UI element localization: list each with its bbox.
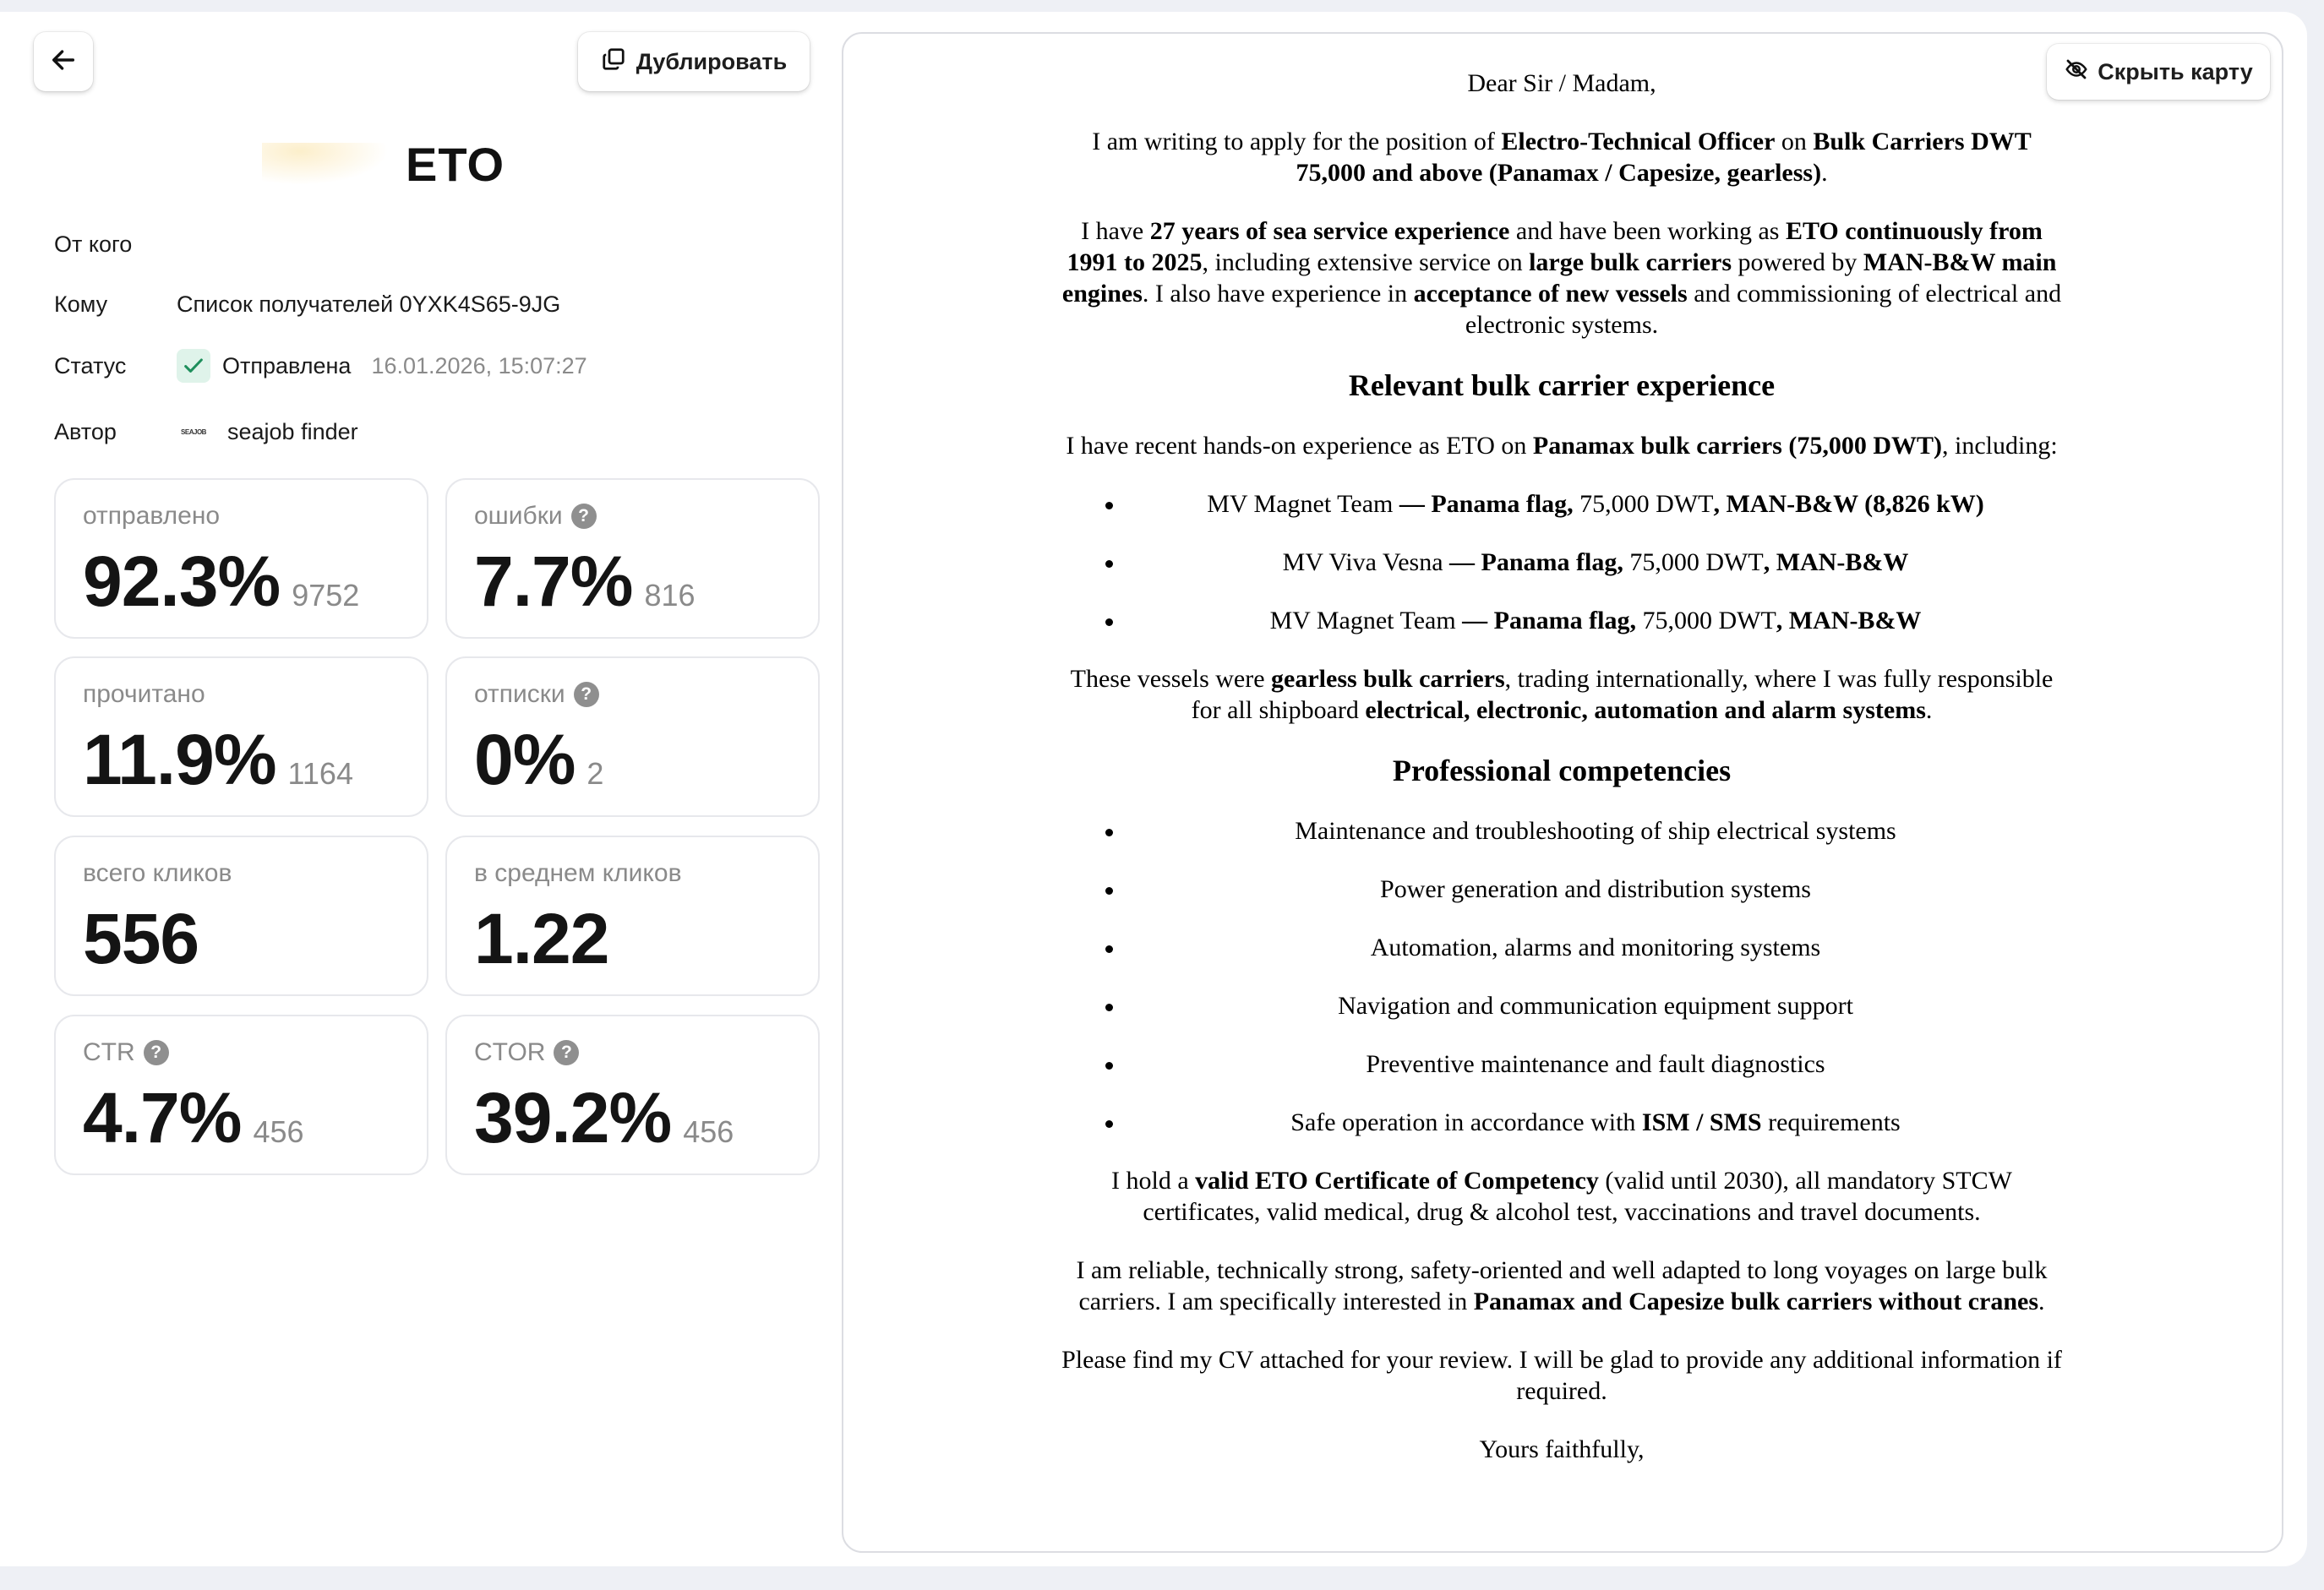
letter-paragraph-intro (1055, 126, 2069, 188)
text-segment: requirements (1761, 1108, 1901, 1136)
stat-card (445, 836, 820, 996)
letter-preview-panel (842, 32, 2283, 1553)
stat-label-text: отписки (474, 680, 565, 708)
letter-greeting: Dear Sir / Madam, (1467, 69, 1656, 97)
text-segment: These vessels were (1070, 665, 1272, 693)
arrow-left-icon (49, 46, 78, 79)
text-segment: Maintenance and troubleshooting of ship electrical systems (1295, 817, 1896, 845)
meta-status-row (54, 349, 587, 383)
stat-count: 9752 (292, 578, 360, 613)
stat-label (83, 680, 205, 709)
stat-label-text: отправлено (83, 502, 221, 530)
text-segment: Please find my CV attached for your review. I will be glad to provide any additional information if required. (1061, 1346, 2062, 1405)
list-item (1055, 815, 2069, 847)
text-segment: and commissioning of electrical and electronic systems. (1465, 280, 2062, 339)
text-segment: Automation, alarms and monitoring systems (1370, 934, 1821, 961)
bold-text: ISM / SMS (1641, 1108, 1762, 1136)
text-segment: Safe operation in accordance with (1290, 1108, 1642, 1136)
stat-card (445, 656, 820, 817)
meta-author-row (54, 415, 358, 449)
stat-value: 556 (83, 899, 199, 978)
help-icon[interactable]: ? (144, 1040, 169, 1065)
letter-paragraph-vessels (1055, 663, 2069, 726)
bold-text: acceptance of new vessels (1413, 280, 1688, 308)
text-segment: . (1925, 696, 1933, 724)
bold-text: MAN-B&W main engines (1061, 248, 2057, 308)
stat-label-text: в среднем кликов (474, 859, 682, 887)
duplicate-button-label: Дублировать (636, 48, 788, 74)
text-segment: MV Magnet Team (1269, 607, 1456, 634)
stat-card (54, 836, 428, 996)
stat-value: 7.7% (474, 542, 633, 621)
text-segment: and have been working as (1509, 217, 1786, 245)
stat-label-text: прочитано (83, 680, 205, 708)
stat-label-text: всего кликов (83, 859, 232, 887)
bold-text: , MAN-B&W (1763, 548, 1909, 576)
letter-closing: Yours faithfully, (1479, 1435, 1645, 1463)
meta-to-value[interactable]: Список получателей 0YXK4S65-9JG (177, 291, 561, 317)
stat-label (83, 502, 220, 531)
stat-count: 816 (644, 578, 696, 613)
meta-to-row (54, 287, 560, 321)
competency-list (1055, 815, 2069, 1138)
bold-text: , MAN-B&W (1776, 607, 1922, 634)
text-segment: powered by (1732, 248, 1863, 276)
stat-label-text: ошибки (474, 502, 563, 530)
stat-label (474, 680, 599, 709)
status-timestamp: 16.01.2026, 15:07:27 (371, 352, 587, 378)
bold-text: 27 years of sea service experience (1149, 217, 1510, 245)
stat-value-row (83, 898, 199, 980)
vessel-list (1055, 488, 2069, 636)
help-icon[interactable]: ? (574, 682, 599, 707)
app-frame (0, 12, 2307, 1566)
stat-label (474, 859, 682, 888)
list-item (1055, 488, 2069, 520)
page-title: ETO (406, 137, 505, 191)
text-segment: , including extensive service on (1202, 248, 1530, 276)
bold-text: ETO continuously from 1991 to 2025 (1067, 217, 2043, 276)
text-segment: 75,000 DWT (1642, 607, 1776, 634)
bold-text: valid ETO Certificate of Competency (1195, 1167, 1599, 1195)
bold-text: gearless bulk carriers (1271, 665, 1505, 693)
meta-to-label: Кому (54, 291, 108, 317)
text-segment: . I also have experience in (1142, 280, 1414, 308)
hide-map-label: Скрыть карту (2098, 58, 2253, 84)
bold-text: — Panama flag, (1393, 490, 1580, 518)
stat-value-row (474, 541, 696, 623)
text-segment: MV Viva Vesna (1282, 548, 1443, 576)
help-icon[interactable]: ? (554, 1040, 579, 1065)
bold-text: , MAN-B&W (8,826 kW) (1713, 490, 1984, 518)
letter-paragraph-experience (1055, 215, 2069, 340)
text-segment: Preventive maintenance and fault diagnostics (1366, 1050, 1825, 1078)
list-item (1055, 1107, 2069, 1138)
list-item (1055, 547, 2069, 578)
stat-count: 1164 (287, 756, 353, 791)
bold-text: — Panama flag, (1455, 607, 1643, 634)
letter-paragraph-cv (1055, 1344, 2069, 1407)
letter-body (1055, 68, 2069, 1492)
text-segment: I am reliable, technically strong, safety-oriented and well adapted to long voyages on large bulk carriers. I am specifically interested in (1076, 1256, 2048, 1315)
hide-map-button[interactable] (2047, 44, 2270, 100)
letter-heading-competencies: Professional competencies (1392, 754, 1732, 787)
stat-value-row (474, 719, 603, 801)
stat-value: 11.9% (83, 720, 276, 799)
stat-value-row (474, 898, 609, 980)
text-segment: Navigation and communication equipment support (1338, 992, 1853, 1020)
stat-value-row (83, 541, 359, 623)
letter-heading-bulk-experience: Relevant bulk carrier experience (1348, 368, 1776, 402)
stat-card (54, 1015, 428, 1175)
stat-label (474, 502, 597, 531)
letter-paragraph-certificates (1055, 1165, 2069, 1228)
text-segment: I am writing to apply for the position of (1092, 128, 1502, 155)
stat-card (445, 1015, 820, 1175)
text-segment: 75,000 DWT (1579, 490, 1714, 518)
copy-icon (601, 46, 626, 78)
stat-value-row (83, 1077, 304, 1159)
bold-text: — Panama flag, (1443, 548, 1630, 576)
stat-label (83, 1038, 169, 1067)
text-segment: , trading internationally, where I was fully responsible for all shipboard (1191, 665, 2054, 724)
text-segment: (valid until 2030), all mandatory STCW certificates, valid medical, drug & alcohol test, vaccinations and travel documents. (1143, 1167, 2012, 1226)
text-segment: I have recent hands-on experience as ETO on (1066, 432, 1533, 460)
text-segment: , including: (1942, 432, 2058, 460)
bold-text: large bulk carriers (1529, 248, 1732, 276)
list-item (1055, 874, 2069, 905)
stat-label (83, 859, 232, 888)
text-segment: 75,000 DWT (1629, 548, 1764, 576)
stat-card (445, 478, 820, 639)
bold-text: Bulk Carriers DWT 75,000 and above (Panamax / Capesize, gearless) (1296, 128, 2032, 187)
bold-text: Panamax bulk carriers (75,000 DWT) (1532, 432, 1943, 460)
text-segment: Power generation and distribution systems (1380, 875, 1811, 903)
stat-count: 2 (586, 756, 604, 791)
stat-value: 1.22 (474, 899, 609, 978)
bold-text: Electro-Technical Officer (1501, 128, 1776, 155)
stat-value-row (474, 1077, 734, 1159)
text-segment: . (1821, 159, 1828, 187)
text-segment: MV Magnet Team (1207, 490, 1394, 518)
stat-value-row (83, 719, 353, 801)
list-item (1055, 605, 2069, 636)
stat-label-text: CTR (83, 1038, 135, 1066)
stat-count: 456 (683, 1114, 734, 1149)
text-segment: on (1775, 128, 1814, 155)
text-segment: I hold a (1111, 1167, 1196, 1195)
meta-from-label: От кого (54, 231, 133, 257)
meta-author-label: Автор (54, 418, 117, 444)
list-item (1055, 932, 2069, 963)
stat-count: 456 (253, 1114, 304, 1149)
stat-value: 0% (474, 720, 576, 799)
bold-text: Panamax and Capesize bulk carriers without cranes (1473, 1288, 2039, 1315)
stat-card (54, 656, 428, 817)
letter-paragraph-recent (1055, 430, 2069, 461)
duplicate-button[interactable] (578, 32, 810, 91)
stat-value: 39.2% (474, 1078, 672, 1157)
text-segment: I have (1081, 217, 1150, 245)
meta-from-row (54, 227, 177, 261)
letter-paragraph-interest (1055, 1255, 2069, 1317)
meta-status-label: Статус (54, 352, 127, 378)
stat-value: 4.7% (83, 1078, 242, 1157)
bold-text: electrical, electronic, automation and alarm systems (1365, 696, 1926, 724)
campaign-title-row (262, 130, 505, 198)
author-name: seajob finder (227, 418, 358, 444)
list-item (1055, 1048, 2069, 1080)
stat-label-text: CTOR (474, 1038, 546, 1066)
blurred-sender-logo (262, 143, 389, 185)
stat-value: 92.3% (83, 542, 281, 621)
help-icon[interactable]: ? (571, 504, 597, 529)
author-avatar: SEAJOB (181, 427, 206, 436)
campaign-details-panel (0, 12, 837, 1566)
stat-card (54, 478, 428, 639)
back-button[interactable] (34, 32, 93, 91)
stat-label (474, 1038, 579, 1067)
text-segment: . (2038, 1288, 2045, 1315)
check-icon (177, 349, 210, 383)
status-badge: Отправлена (222, 352, 352, 378)
list-item (1055, 990, 2069, 1021)
